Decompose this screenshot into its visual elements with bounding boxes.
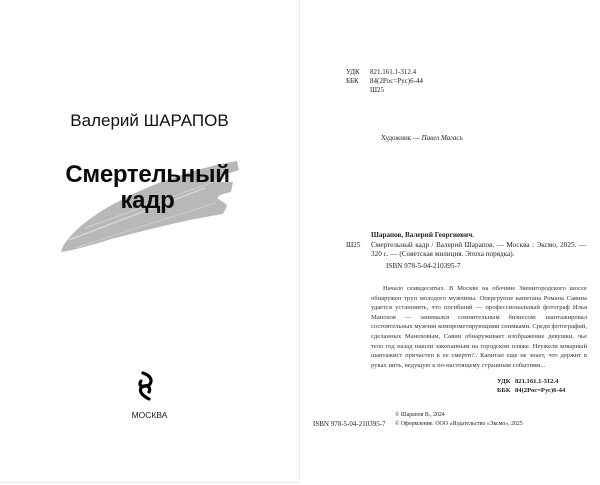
copyright-block [395, 411, 523, 429]
title-line-2: кадр [120, 187, 175, 214]
code-value: 84(2Рос=Рус)6-44 [370, 77, 423, 85]
biblio-text: Смертельный кадр / Валерий Шарапов. — Москва : Эксмо, 2025. — 320 с. — (Советская милиция. Эпоха порядка). [371, 240, 586, 259]
bbk-row [497, 386, 565, 395]
eksmo-logo-icon [135, 371, 157, 401]
code-key: ББК [346, 77, 359, 85]
biblio-author: Шарапов, Валерий Георгиевич. [371, 231, 475, 239]
code-value: 84(2Рос=Рус)6-44 [515, 387, 566, 394]
bottom-classification-codes [497, 377, 565, 395]
biblio-class: Ш25 [346, 240, 361, 249]
left-page [0, 0, 300, 483]
title-block [55, 158, 240, 253]
author-mark-row [346, 86, 423, 95]
code-key: УДК [346, 68, 360, 76]
bbk-row [346, 77, 423, 86]
bibliographic-record [346, 231, 586, 271]
publisher-city: МОСКВА [131, 410, 168, 420]
code-key: ББК [497, 387, 511, 394]
annotation-text: Начало семидесятых. В Москве на обочине Звенигородского шоссе обнаружен труп молодого мужчины. Опергруппе капитана Романа Савина удается установить, что погибший — профессиональный фотограф Илья Манохов — занимался сомнительным бизнесом: шантажировал состоятельных мужчин компрометирующими снимками. Среди фотографий, сделанных Маноховым, Савин обнаруживает изображение девушки, чье тело год назад нашли закопанным на городском пляже. Неужели коварный шантажист причастен к ее смерти?.. Капитан еще не знает, что держит в руках нить, ведущую к по-настоящему страшным событиям... [371, 285, 587, 369]
artist-label: Художник — [381, 134, 422, 142]
isbn: ISBN 978-5-04-210395-7 [313, 420, 386, 428]
author-name: Валерий ШАРАПОВ [70, 111, 229, 130]
code-key: УДК [497, 378, 511, 385]
book-title [55, 162, 240, 214]
artist-name: Павел Магась [421, 134, 463, 142]
classification-codes [346, 68, 423, 95]
biblio-isbn: ISBN 978-5-04-210395-7 [386, 261, 461, 270]
code-value: 821.161.1-312.4 [370, 68, 417, 76]
right-page [301, 0, 600, 485]
udk-row [497, 377, 565, 386]
code-value: Ш25 [370, 86, 385, 94]
code-key [346, 86, 370, 95]
copyright-author: © Шарапов В., 2024 [395, 412, 445, 418]
code-value: 821.161.1-312.4 [515, 378, 559, 385]
artist-credit [381, 134, 463, 142]
biblio-entry [346, 241, 586, 260]
copyright-design: © Оформление. ООО «Издательство «Эксмо», 2025 [395, 421, 523, 427]
udk-row [346, 68, 423, 77]
title-line-1: Смертельный [65, 161, 230, 188]
